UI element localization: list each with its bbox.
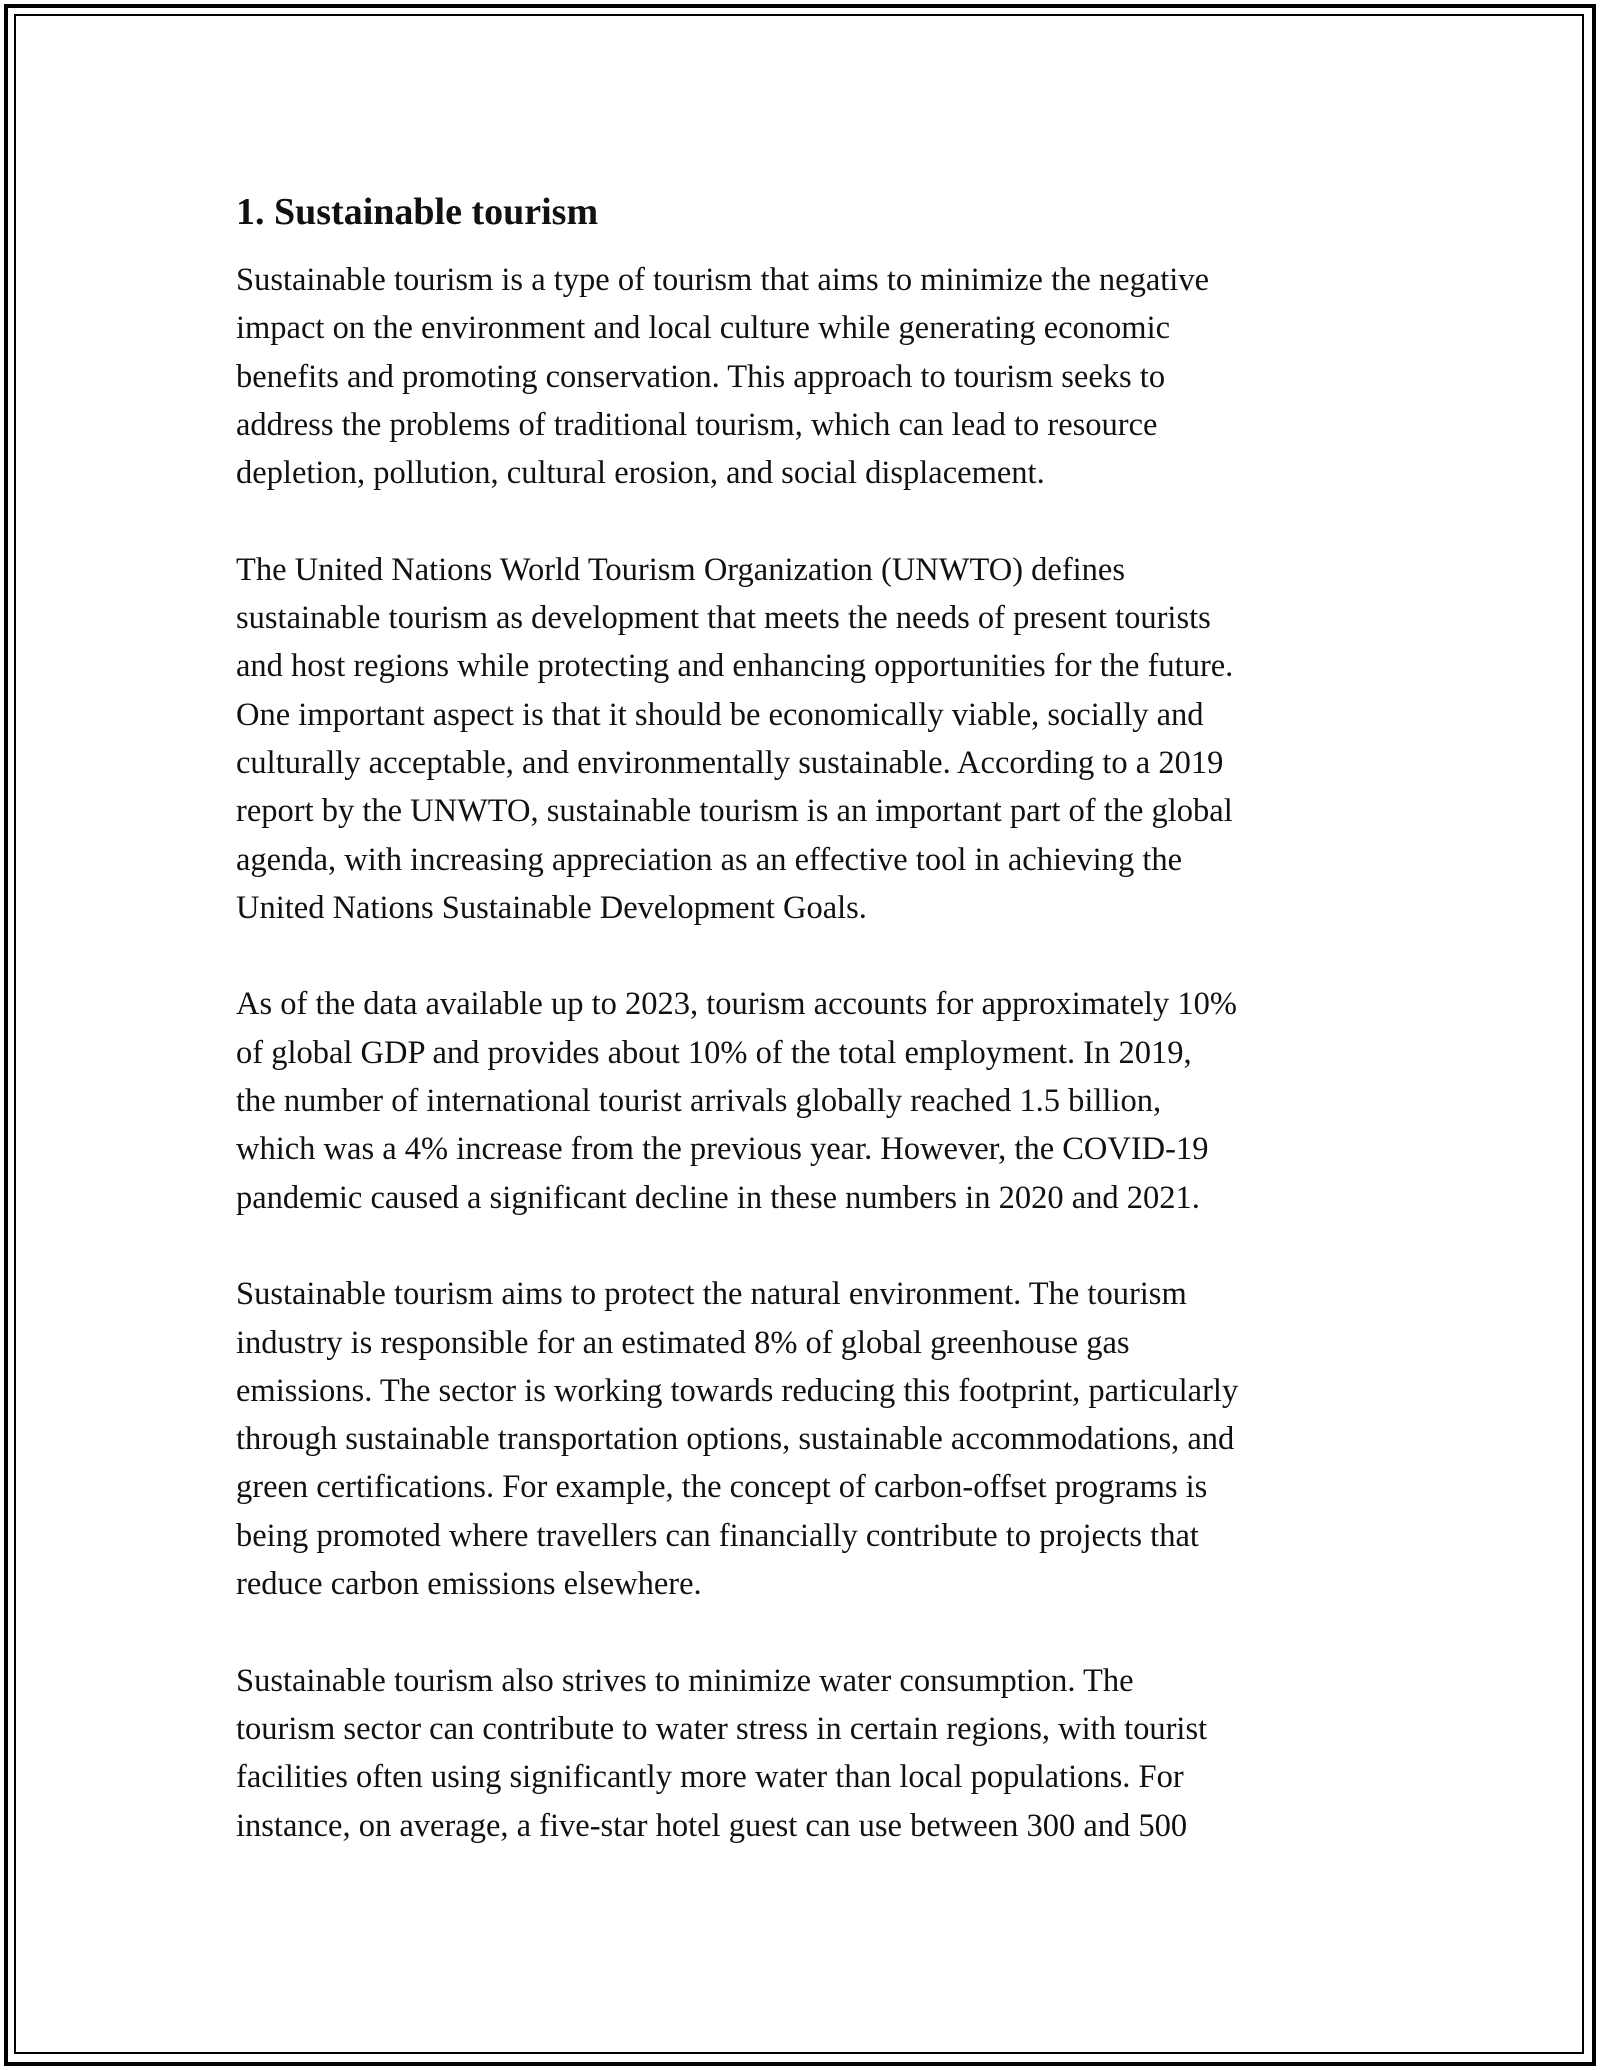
paragraph-unwto-definition <box>236 546 1386 932</box>
text-line: being promoted where travellers can financially contribute to projects that <box>236 1517 1199 1554</box>
text-line: pandemic caused a significant decline in these numbers in 2020 and 2021. <box>236 1179 1200 1216</box>
text-line: through sustainable transportation options, sustainable accommodations, and <box>236 1421 1235 1458</box>
text-line: agenda, with increasing appreciation as an effective tool in achieving the <box>236 841 1183 878</box>
text-line: report by the UNWTO, sustainable tourism is an important part of the global <box>236 793 1233 830</box>
text-line: the number of international tourist arrivals globally reached 1.5 billion, <box>236 1083 1162 1120</box>
text-line: address the problems of traditional tourism, which can lead to resource <box>236 406 1158 443</box>
text-line: The United Nations World Tourism Organization (UNWTO) defines <box>236 551 1125 588</box>
text-line: green certifications. For example, the concept of carbon-offset programs is <box>236 1469 1208 1506</box>
text-line: As of the data available up to 2023, tourism accounts for approximately 10% <box>236 986 1237 1023</box>
text-line: United Nations Sustainable Development Goals. <box>236 889 867 926</box>
text-line: reduce carbon emissions elsewhere. <box>236 1566 702 1603</box>
paragraph-statistics <box>236 980 1386 1221</box>
text-line: emissions. The sector is working towards reducing this footprint, particularly <box>236 1372 1239 1409</box>
text-line: benefits and promoting conservation. This approach to tourism seeks to <box>236 358 1166 395</box>
paragraph-intro <box>236 256 1386 497</box>
text-line: One important aspect is that it should be economically viable, socially and <box>236 696 1204 733</box>
text-line: instance, on average, a five-star hotel guest can use between 300 and 500 <box>236 1807 1188 1844</box>
section-heading: 1. Sustainable tourism <box>236 191 599 233</box>
text-line: and host regions while protecting and enhancing opportunities for the future. <box>236 648 1234 685</box>
text-line: impact on the environment and local culture while generating economic <box>236 310 1171 347</box>
paragraph-environment <box>236 1270 1386 1608</box>
text-line: culturally acceptable, and environmentally sustainable. According to a 2019 <box>236 744 1224 781</box>
text-line: Sustainable tourism aims to protect the natural environment. The tourism <box>236 1276 1187 1313</box>
text-line: depletion, pollution, cultural erosion, and social displacement. <box>236 455 1045 492</box>
text-line: which was a 4% increase from the previous year. However, the COVID-19 <box>236 1131 1209 1168</box>
text-line: Sustainable tourism also strives to minimize water consumption. The <box>236 1662 1134 1699</box>
text-line: industry is responsible for an estimated 8% of global greenhouse gas <box>236 1324 1130 1361</box>
text-line: of global GDP and provides about 10% of the total employment. In 2019, <box>236 1034 1192 1071</box>
paragraph-water <box>236 1657 1386 1850</box>
text-line: sustainable tourism as development that meets the needs of present tourists <box>236 600 1211 637</box>
text-line: tourism sector can contribute to water stress in certain regions, with tourist <box>236 1710 1208 1747</box>
text-line: facilities often using significantly more water than local populations. For <box>236 1759 1184 1796</box>
text-line: Sustainable tourism is a type of tourism that aims to minimize the negative <box>236 262 1210 298</box>
document-body <box>236 186 1386 1898</box>
